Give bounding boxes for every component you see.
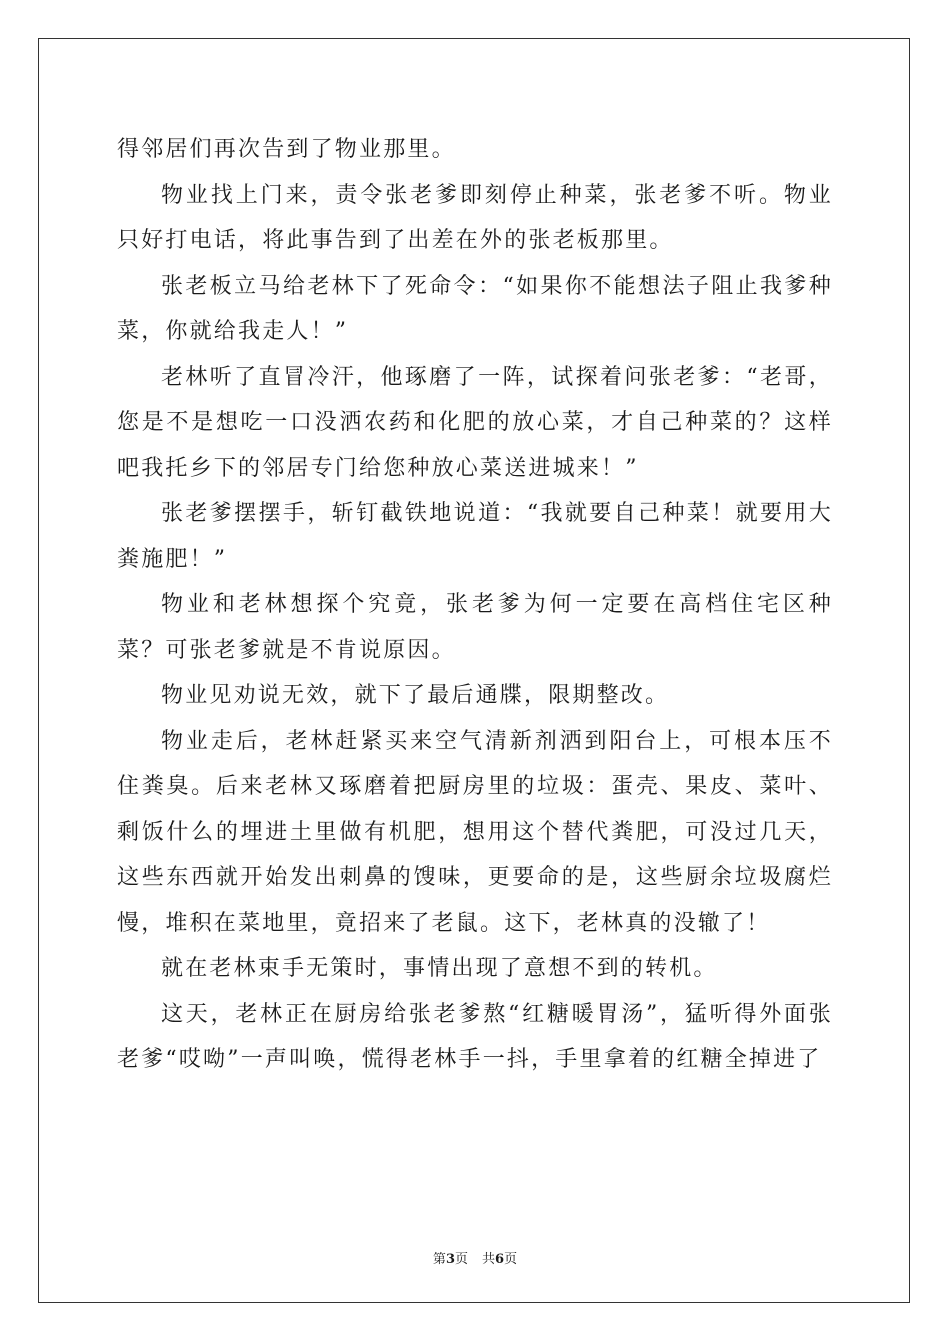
page-prefix: 第 xyxy=(432,1252,446,1267)
paragraph: 张老板立马给老林下了死命令：“如果你不能想法子阻止我爹种菜，你就给我走人！” xyxy=(117,273,833,344)
page-suffix: 页 xyxy=(454,1252,468,1267)
paragraph: 物业找上门来，责令张老爹即刻停止种菜，张老爹不听。物业只好打电话，将此事告到了出差在外的张老板那里。 xyxy=(117,182,833,253)
paragraph: 张老爹摆摆手，斩钉截铁地说道：“我就要自己种菜！就要用大粪施肥！” xyxy=(117,501,833,572)
total-pages: 6 xyxy=(495,1252,505,1267)
paragraph: 物业和老林想探个究竟，张老爹为何一定要在高档住宅区种菜？可张老爹就是不肯说原因。 xyxy=(117,592,833,663)
total-prefix: 共 xyxy=(482,1252,496,1267)
total-suffix: 页 xyxy=(504,1252,518,1267)
paragraph: 得邻居们再次告到了物业那里。 xyxy=(117,137,456,162)
paragraph: 物业见劝说无效，就下了最后通牒，限期整改。 xyxy=(161,683,670,708)
paragraph: 物业走后，老林赶紧买来空气清新剂洒到阳台上，可根本压不住粪臭。后来老林又琢磨着把厨房里的垃圾：蛋壳、果皮、菜叶、剩饭什么的埋进土里做有机肥，想用这个替代粪肥，可没过几天，这些东西就开始发出刺鼻的馊味，更要命的是，这些厨余垃圾腐烂慢，堆积在菜地里，竟招来了老鼠。这下，老林真的没辙了！ xyxy=(117,728,833,936)
paragraph: 这天，老林正在厨房给张老爹熬“红糖暖胃汤”，猛听得外面张老爹“哎呦”一声叫唤，慌得老林手一抖，手里拿着的红糖全掉进了 xyxy=(117,1001,833,1072)
page-number: 3 xyxy=(445,1252,455,1267)
document-body xyxy=(117,127,833,1083)
paragraph: 就在老林束手无策时，事情出现了意想不到的转机。 xyxy=(161,956,718,981)
paragraph: 老林听了直冒冷汗，他琢磨了一阵，试探着问张老爹：“老哥，您是不是想吃一口没洒农药和化肥的放心菜，才自己种菜的？这样吧我托乡下的邻居专门给您种放心菜送进城来！” xyxy=(117,364,833,481)
page-footer xyxy=(0,1248,950,1267)
